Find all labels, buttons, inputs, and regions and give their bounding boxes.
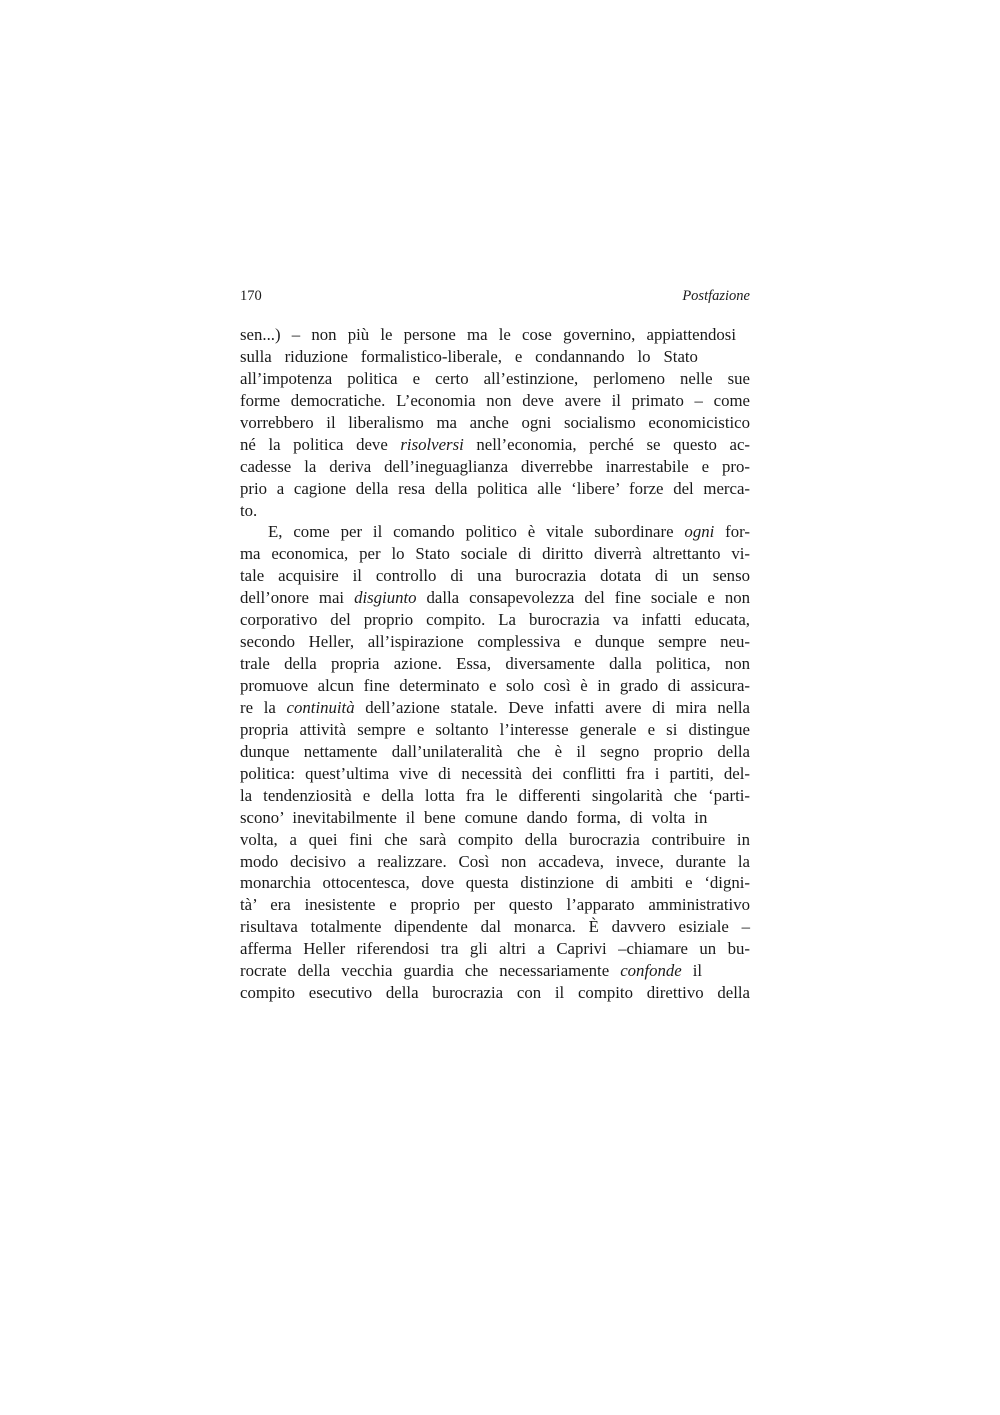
- text-line: [240, 938, 750, 960]
- text-line: [240, 697, 750, 719]
- text-line: [240, 785, 750, 807]
- text-line: [240, 653, 750, 675]
- text-run: propria attività sempre e soltanto l’interesse generale e si distingue: [240, 719, 750, 739]
- text-line: [240, 390, 750, 412]
- text-line: [240, 829, 750, 851]
- text-run: nell’economia, perché se questo ac-: [463, 434, 750, 454]
- text-run: secondo Heller, all’ispirazione complessiva e dunque sempre neu-: [240, 632, 750, 652]
- text-line: [240, 960, 750, 982]
- text-line: [240, 368, 750, 390]
- text-line: [240, 763, 750, 785]
- text-line: [240, 587, 750, 609]
- italic-text: confonde: [620, 961, 682, 981]
- text-run: dell’onore mai: [240, 588, 355, 608]
- section-title: Postfazione: [682, 288, 750, 304]
- text-run: cadesse la deriva dell’ineguaglianza diverrebbe inarrestabile e pro-: [240, 456, 750, 476]
- italic-text: disgiunto: [354, 588, 417, 608]
- italic-text: continuità: [286, 697, 355, 717]
- text-run: il: [681, 961, 703, 981]
- text-run: corporativo del proprio compito. La burocrazia va infatti educata,: [240, 610, 750, 630]
- text-run: risultava totalmente dipendente dal monarca. È davvero esiziale –: [240, 917, 750, 937]
- text-run: monarchia ottocentesca, dove questa distinzione di ambiti e ‘digni-: [240, 873, 750, 893]
- text-run: to.: [240, 500, 258, 520]
- text-line: [240, 982, 750, 1004]
- text-line: [240, 807, 750, 829]
- text-run: rocrate della vecchia guardia che necessariamente: [240, 961, 621, 981]
- text-line: [240, 872, 750, 894]
- text-line: [240, 894, 750, 916]
- text-run: politica: quest’ultima vive di necessità dei conflitti fra i partiti, del-: [240, 763, 750, 783]
- text-run: vorrebbero il liberalismo ma anche ogni socialismo economicistico: [240, 412, 750, 432]
- body-text: [240, 324, 750, 1004]
- text-run: forme democratiche. L’economia non deve avere il primato – come: [240, 390, 750, 410]
- page-number: 170: [240, 288, 262, 304]
- text-run: né la politica deve: [240, 434, 401, 454]
- text-run: dalla consapevolezza del fine sociale e non: [416, 588, 750, 608]
- text-run: scono’ inevitabilmente il bene comune dando forma, di volta in: [240, 807, 708, 827]
- text-line: [240, 521, 778, 543]
- text-line: [240, 916, 750, 938]
- text-line: [240, 543, 750, 565]
- paragraph: [240, 324, 750, 521]
- text-run: tale acquisire il controllo di una burocrazia dotata di un senso: [240, 566, 750, 586]
- text-run: for-: [714, 522, 750, 542]
- text-run: la tendenziosità e della lotta fra le differenti singolarità che ‘parti-: [240, 785, 750, 805]
- text-line: [240, 675, 750, 697]
- text-line: [240, 565, 750, 587]
- text-run: prio a cagione della resa della politica alle ‘libere’ forze del merca-: [240, 478, 750, 498]
- text-run: promuove alcun fine determinato e solo così è in grado di assicura-: [240, 676, 750, 695]
- text-run: tà’ era inesistente e proprio per questo l’apparato amministrativo: [240, 895, 750, 915]
- text-run: trale della propria azione. Essa, diversamente dalla politica, non: [240, 654, 750, 674]
- text-line: [240, 851, 750, 873]
- text-run: sulla riduzione formalistico-liberale, e condannando lo Stato: [240, 346, 698, 366]
- text-line: [240, 456, 750, 478]
- text-run: modo decisivo a realizzare. Così non accadeva, invece, durante la: [240, 851, 750, 871]
- running-head: [240, 288, 750, 310]
- text-run: dunque nettamente dall’unilateralità che è il segno proprio della: [240, 741, 750, 761]
- paragraph: [240, 521, 750, 1004]
- text-line: [240, 324, 750, 346]
- text-run: sen...) – non più le persone ma le cose governino, appiattendosi: [240, 325, 736, 344]
- text-run: afferma Heller riferendosi tra gli altri a Caprivi –chiamare un bu-: [240, 939, 750, 959]
- text-line: [240, 631, 750, 653]
- text-run: E, come per il comando politico è vitale subordinare: [268, 522, 685, 542]
- text-line: [240, 500, 750, 522]
- text-run: re la: [240, 697, 287, 717]
- text-run: volta, a quei fini che sarà compito della burocrazia contribuire in: [240, 829, 750, 849]
- text-line: [240, 434, 750, 456]
- text-run: all’impotenza politica e certo all’estinzione, perlomeno nelle sue: [240, 368, 750, 388]
- text-line: [240, 412, 750, 434]
- text-run: compito esecutivo della burocrazia con il compito direttivo della: [240, 983, 750, 1003]
- text-line: [240, 609, 750, 631]
- text-line: [240, 719, 750, 741]
- italic-text: ogni: [684, 522, 715, 542]
- text-line: [240, 478, 750, 500]
- italic-text: risolversi: [400, 434, 464, 454]
- text-run: dell’azione statale. Deve infatti avere di mira nella: [354, 697, 750, 717]
- text-line: [240, 346, 750, 368]
- text-line: [240, 741, 750, 763]
- text-run: ma economica, per lo Stato sociale di diritto diverrà altrettanto vi-: [240, 544, 750, 564]
